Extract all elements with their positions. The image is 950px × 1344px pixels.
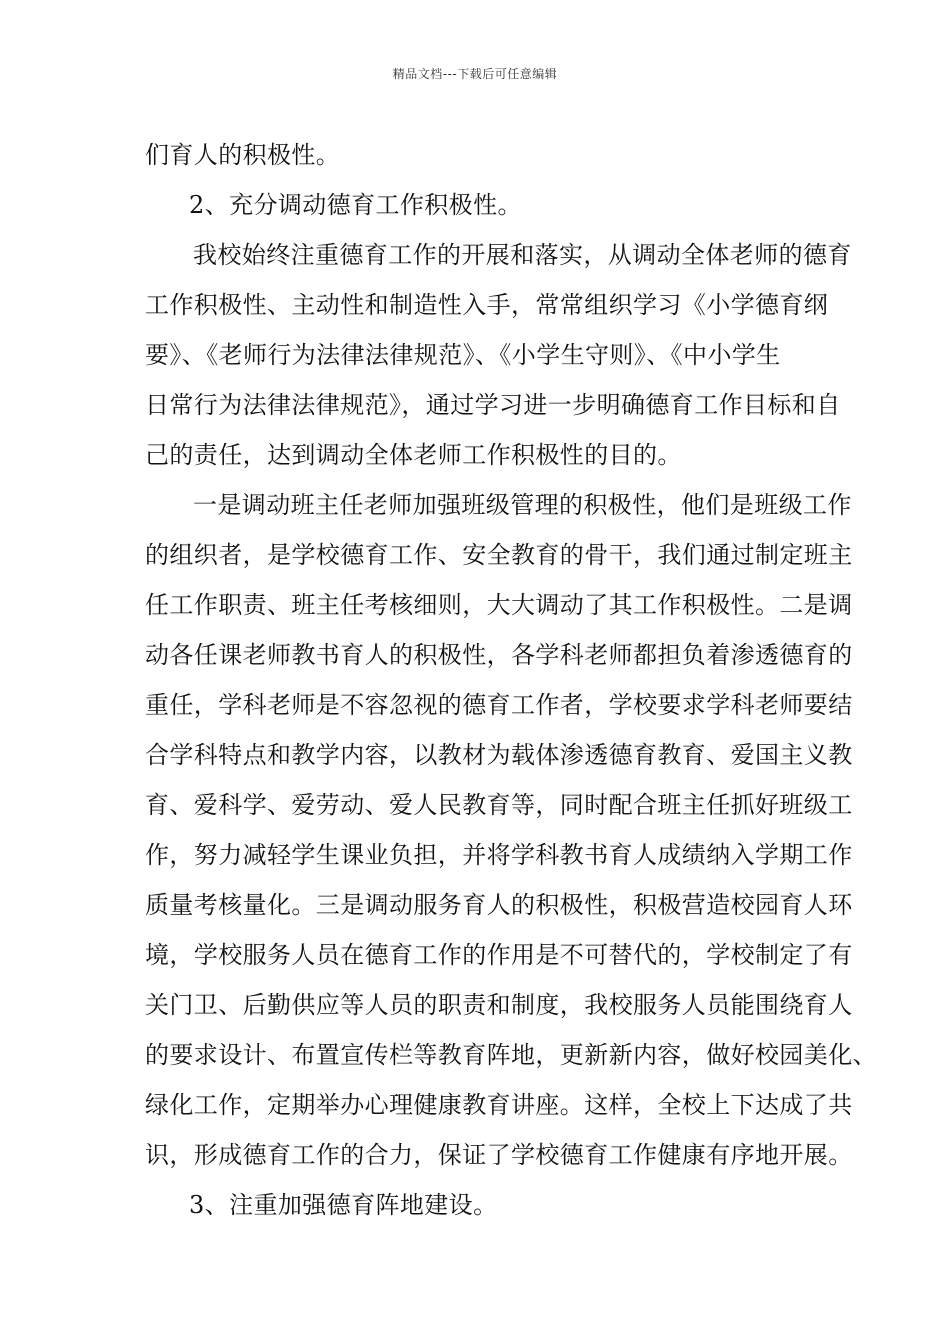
body-text [145,130,877,1230]
text-line: 任工作职责、班主任考核细则，大大调动了其工作积极性。二是调 [145,591,853,619]
text-line: 识，形成德育工作的合力，保证了学校德育工作健康有序地开展。 [145,1141,853,1169]
text-line: 一是调动班主任老师加强班级管理的积极性，他们是班级工作 [193,491,852,519]
text-line: 重任，学科老师是不容忽视的德育工作者，学校要求学科老师要结 [145,691,853,719]
text-line: 己的责任，达到调动全体老师工作积极性的目的。 [145,441,682,469]
text-line: 们育人的积极性。 [145,141,341,169]
text-line: 合学科特点和教学内容，以教材为载体渗透德育教育、爱国主义教 [145,741,853,769]
text-line: 的组织者，是学校德育工作、安全教育的骨干，我们通过制定班主 [145,541,853,569]
text-line: 质量考核量化。三是调动服务育人的积极性，积极营造校园育人环 [145,891,853,919]
text-line: 绿化工作，定期举办心理健康教育讲座。这样，全校上下达成了共 [145,1091,853,1119]
text-line: 要》、《老师行为法律法律规范》、《小学生守则》、《中小学生 [145,341,781,369]
text-line: 育、爱科学、爱劳动、爱人民教育等，同时配合班主任抓好班级工 [145,791,853,819]
text-line: 作，努力减轻学生课业负担，并将学科教书育人成绩纳入学期工作 [145,841,853,869]
page-header: 精品文档---下载后可任意编辑 [392,67,558,81]
text-line: 工作积极性、主动性和制造性入手，常常组织学习《小学德育纲 [145,291,829,319]
text-line: 关门卫、后勤供应等人员的职责和制度，我校服务人员能围绕育人 [145,991,853,1019]
section-heading: 3、注重加强德育阵地建设。 [189,1191,498,1219]
text-line: 境，学校服务人员在德育工作的作用是不可替代的，学校制定了有 [145,941,853,969]
text-line: 动各任课老师教书育人的积极性，各学科老师都担负着渗透德育的 [145,641,853,669]
section-heading: 2、充分调动德育工作积极性。 [189,191,522,219]
text-line: 日常行为法律法律规范》，通过学习进一步明确德育工作目标和自 [145,391,841,419]
text-line: 我校始终注重德育工作的开展和落实，从调动全体老师的德育 [193,241,852,269]
text-line: 的要求设计、布置宣传栏等教育阵地，更新新内容，做好校园美化、 [145,1041,877,1069]
